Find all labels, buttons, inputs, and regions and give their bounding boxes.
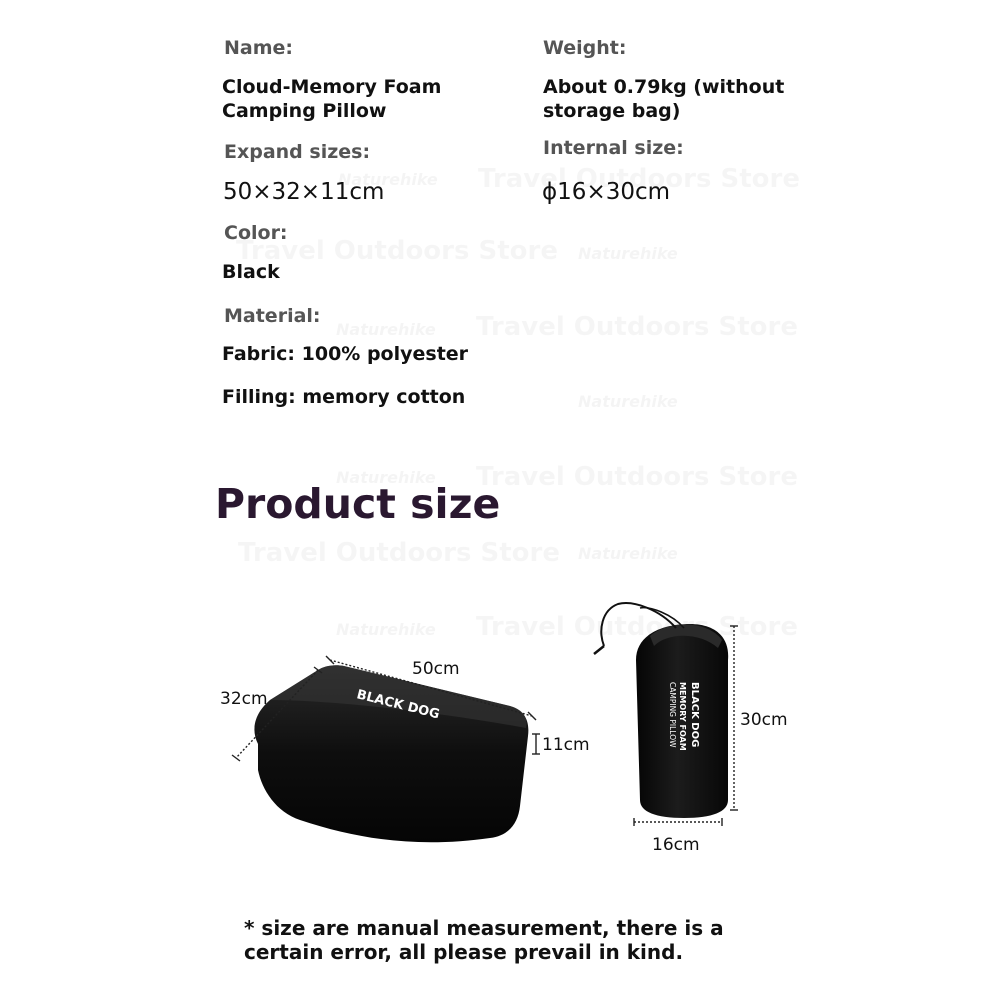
pillow-width-label: 32cm [220,689,268,709]
bag-product-line2: CAMPING PILLOW [668,682,677,748]
dimension-line-bag-diameter [634,818,722,826]
internal-size-value: ϕ16×30cm [542,179,671,205]
pillow-brand-label: BLACK DOG [355,687,442,723]
storage-bag-image [594,603,728,818]
pillow-length-label: 50cm [412,659,460,679]
weight-label: Weight: [543,37,627,59]
name-label: Name: [224,37,294,59]
pillow-height-label: 11cm [542,735,590,755]
section-title: Product size [215,480,501,528]
bag-height-label: 30cm [740,710,788,730]
pillow-image [254,665,528,842]
color-label: Color: [224,222,288,244]
dimension-line-height [532,734,540,754]
measurement-note: * size are manual measurement, there is a certain error, all please prevail in kind. [244,916,724,964]
name-value: Cloud-Memory Foam Camping Pillow [222,76,442,122]
bag-brand-label: BLACK DOG [689,682,700,748]
color-value: Black [222,261,280,283]
fabric-value: Fabric: 100% polyester [222,343,469,365]
dimension-line-bag-height [730,626,738,810]
internal-size-label: Internal size: [543,137,684,159]
bag-diameter-label: 16cm [652,835,700,855]
filling-value: Filling: memory cotton [222,386,466,408]
expand-size-value: 50×32×11cm [223,179,385,205]
bag-product-line1: MEMORY FOAM [678,682,687,751]
weight-value: About 0.79kg (without storage bag) [543,76,785,122]
material-label: Material: [224,305,321,327]
expand-size-label: Expand sizes: [224,141,371,163]
